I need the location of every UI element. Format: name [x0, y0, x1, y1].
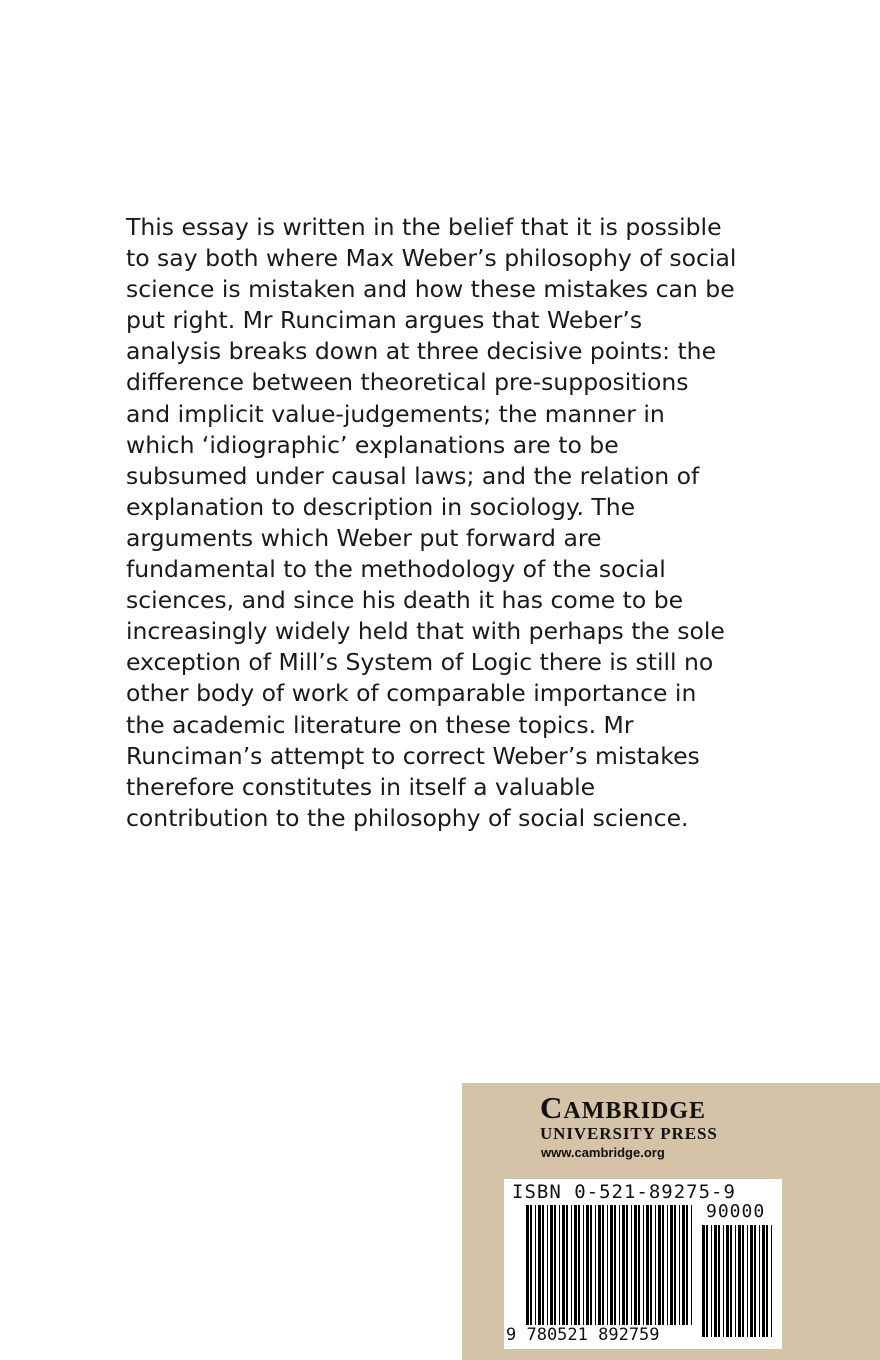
- price-barcode-bar: [738, 1225, 741, 1337]
- blurb-line: This essay is written in the belief that it is possible: [126, 213, 722, 241]
- barcode-bar: [670, 1205, 673, 1325]
- barcode-bar: [686, 1205, 688, 1325]
- barcode-bar: [631, 1205, 632, 1325]
- barcode-bar: [583, 1205, 584, 1325]
- blurb-line: explanation to description in sociology. The: [126, 492, 636, 521]
- barcode-bar: [571, 1205, 572, 1325]
- price-barcode-bar: [723, 1225, 724, 1337]
- isbn-label: ISBN 0-521-89275-9: [512, 1181, 736, 1203]
- barcode-bar: [566, 1205, 568, 1325]
- barcode-bar: [626, 1205, 628, 1325]
- barcode-bar: [602, 1205, 604, 1325]
- price-barcode-bar: [714, 1225, 717, 1337]
- price-barcode-bar: [742, 1225, 744, 1337]
- barcode-bar: [658, 1205, 661, 1325]
- barcode-bar: [598, 1205, 601, 1325]
- price-barcode-bar: [747, 1225, 748, 1337]
- barcode-bar: [562, 1205, 565, 1325]
- barcode-bar: [595, 1205, 596, 1325]
- blurb-line: put right. Mr Runciman argues that Weber’s: [126, 306, 643, 335]
- blurb-line: contribution to the philosophy of social science.: [126, 803, 689, 832]
- blurb-line: subsumed under causal laws; and the relation of: [126, 461, 700, 490]
- barcode-bar: [586, 1205, 589, 1325]
- blurb-line: Runciman’s attempt to correct Weber’s mistakes: [126, 741, 700, 770]
- blurb-line: which ‘idiographic’ explanations are to be: [126, 430, 619, 459]
- ean-digits: 9 780521 892759: [506, 1325, 660, 1345]
- blurb-line: increasingly widely held that with perhaps the sole: [126, 617, 725, 646]
- barcode-bar: [535, 1205, 536, 1325]
- price-barcode-bar: [754, 1225, 756, 1337]
- price-barcode-bar: [762, 1225, 765, 1337]
- publisher-subtitle: UNIVERSITY PRESS: [540, 1124, 718, 1143]
- barcode-bar: [559, 1205, 560, 1325]
- barcode-bar: [590, 1205, 592, 1325]
- barcode-bar: [542, 1205, 544, 1325]
- price-barcode-bar: [766, 1225, 768, 1337]
- price-code: 90000: [706, 1201, 766, 1222]
- price-barcode-bar: [771, 1225, 772, 1337]
- price-barcode-bar: [730, 1225, 732, 1337]
- barcode-bar: [691, 1205, 692, 1325]
- barcode-bar: [634, 1205, 637, 1325]
- barcode-bar: [538, 1205, 541, 1325]
- blurb-line: sciences, and since his death it has come to be: [126, 586, 684, 615]
- blurb-line: other body of work of comparable importance in: [126, 679, 697, 708]
- barcode-bar: [655, 1205, 656, 1325]
- barcode-bar: [643, 1205, 644, 1325]
- price-barcode-bar: [718, 1225, 720, 1337]
- blurb-line: the academic literature on these topics. Mr: [126, 710, 634, 739]
- barcode-bar: [530, 1205, 532, 1325]
- publisher-name-rest: AMBRIDGE: [563, 1098, 707, 1124]
- barcode: [504, 1179, 782, 1349]
- barcode-bar: [674, 1205, 676, 1325]
- barcode-bar: [526, 1205, 529, 1325]
- publisher-panel: [462, 1083, 880, 1360]
- barcode-bar: [638, 1205, 640, 1325]
- barcode-bar: [662, 1205, 664, 1325]
- blurb-line: to say both where Max Weber’s philosophy of social: [126, 244, 737, 273]
- barcode-bar: [578, 1205, 580, 1325]
- price-barcode-bar: [726, 1225, 729, 1337]
- price-barcode-bar: [711, 1225, 712, 1337]
- barcode-bar: [607, 1205, 608, 1325]
- blurb-line: arguments which Weber put forward are: [126, 523, 602, 552]
- barcode-bar: [622, 1205, 625, 1325]
- barcode-bar: [667, 1205, 668, 1325]
- blurb-line: exception of Mill’s System of Logic there is still no: [126, 648, 714, 677]
- price-barcode-bar: [706, 1225, 708, 1337]
- price-barcode-bar: [750, 1225, 753, 1337]
- barcode-bar: [682, 1205, 685, 1325]
- blurb-line: analysis breaks down at three decisive points: the: [126, 337, 717, 366]
- blurb-line: fundamental to the methodology of the social: [126, 555, 666, 584]
- barcode-bar: [679, 1205, 680, 1325]
- price-barcode-bar: [702, 1225, 705, 1337]
- blurb-line: difference between theoretical pre-suppositions: [126, 368, 689, 397]
- price-barcode-bar: [735, 1225, 736, 1337]
- barcode-bar: [650, 1205, 652, 1325]
- blurb-line: science is mistaken and how these mistakes can be: [126, 275, 735, 304]
- barcode-bar: [614, 1205, 616, 1325]
- barcode-bar: [547, 1205, 548, 1325]
- price-barcode-bar: [759, 1225, 760, 1337]
- barcode-bar: [554, 1205, 556, 1325]
- back-cover-blurb: [126, 212, 786, 834]
- publisher-name-initial: C: [540, 1090, 564, 1125]
- barcode-bar: [619, 1205, 620, 1325]
- barcode-bar: [646, 1205, 649, 1325]
- barcode-bar: [550, 1205, 553, 1325]
- barcode-bar: [574, 1205, 577, 1325]
- publisher-website: www.cambridge.org: [541, 1145, 665, 1160]
- barcode-bar: [610, 1205, 613, 1325]
- blurb-line: therefore constitutes in itself a valuable: [126, 772, 596, 801]
- blurb-line: and implicit value-judgements; the manner in: [126, 399, 665, 428]
